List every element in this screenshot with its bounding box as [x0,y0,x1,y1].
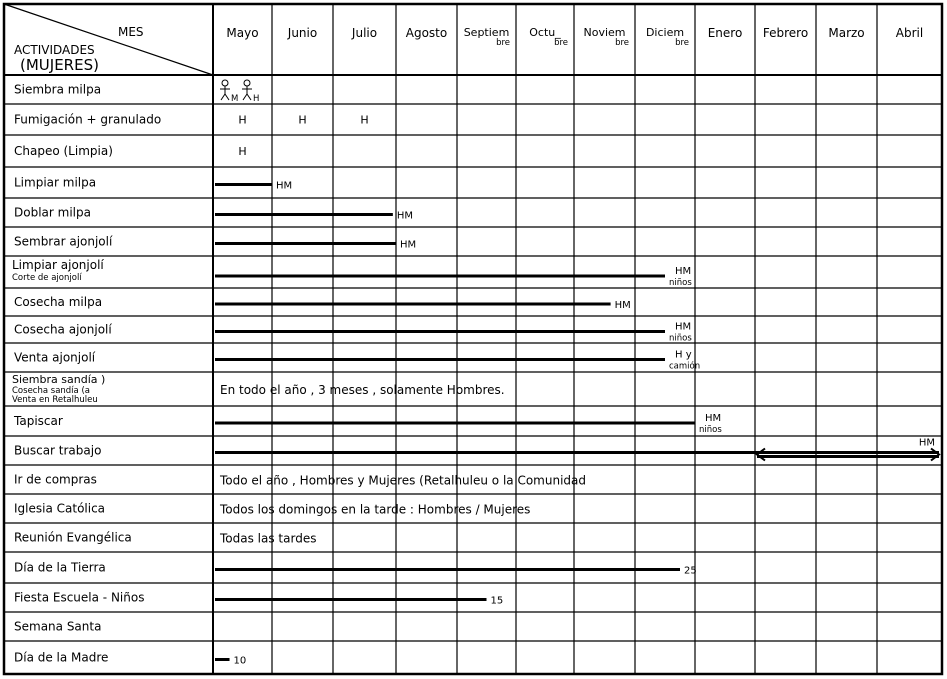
activity-row [14,295,631,311]
month-header: Septiem [463,26,510,39]
activity-label: Iglesia Católica [14,501,106,516]
activity-label: Reunión Evangélica [14,530,132,545]
activity-label: Limpiar ajonjolí [12,258,104,272]
activity-row [14,531,316,546]
mes-label: MES [118,25,144,39]
person-icon-label: M [231,94,239,104]
bar-label: HM [396,210,414,222]
activity-label: Siembra milpa [14,82,102,97]
activity-row [14,235,416,251]
bar-sublabel: niños [669,278,692,288]
person-icon [220,80,238,104]
activity-sublabel: Corte de ajonjolí [12,273,82,283]
person-icon [242,80,259,104]
activity-row [14,113,369,127]
activity-row [14,176,292,192]
bar-label: HM [614,300,631,311]
bar-label: H y [675,349,692,361]
calendar-grid [4,4,942,674]
activity-label: Venta ajonjolí [14,350,96,365]
month-header: Julio [351,26,378,40]
activity-label: Buscar trabajo [14,443,102,458]
activity-rows [12,80,939,667]
activity-row [14,322,692,344]
month-header-suffix: bre [675,38,689,48]
activity-row [14,144,247,158]
month-header: Mayo [226,26,259,40]
person-icon-label: H [253,94,260,104]
activity-note: En todo el año , 3 meses , solamente Hombres. [220,383,505,397]
activity-sublabel: Venta en Retalhuleu [12,395,98,405]
bar-sublabel: niños [669,333,692,344]
activity-row [14,80,259,104]
bar-label: 25 [684,565,697,577]
activity-label: Limpiar milpa [14,175,97,190]
activity-row [14,561,697,577]
month-header: Marzo [828,26,865,40]
cell-mark: H [238,113,247,127]
activity-label: Doblar milpa [14,205,91,220]
bar-label: HM [675,266,692,277]
activity-note: Todos los domingos en la tarde : Hombres / Mujeres [220,502,531,517]
activity-label: Cosecha ajonjolí [14,322,112,337]
activity-row [12,258,692,288]
person-head [244,80,250,86]
month-header: Enero [707,26,743,40]
activity-label: Ir de compras [14,472,97,487]
activity-label: Siembra sandía ) [12,373,106,386]
month-header: Abril [895,26,924,40]
month-header: Noviem [583,26,626,39]
person-leg [221,94,225,100]
arrow-right-icon [931,449,939,461]
bar-label: 15 [490,595,504,607]
activity-row [14,651,246,667]
activity-note: Todo el año , Hombres y Mujeres (Retalhuleu o la Comunidad [220,473,586,488]
activity-row [14,473,586,488]
person-leg [243,94,247,100]
month-header: Octu_ [529,26,561,39]
actividades-label: ACTIVIDADES [14,43,95,57]
bar-label: HM [918,437,935,449]
activity-row [14,350,700,372]
cell-mark: H [298,113,307,127]
activity-row [14,620,101,634]
bar-label: HM [400,239,417,251]
group-label: (MUJERES) [20,56,99,74]
activity-row [12,373,505,405]
month-header-row [226,26,923,48]
month-header-suffix: bre [615,38,629,48]
bar-label: HM [705,413,722,424]
activity-sublabel: Cosecha sandía (a [12,386,90,396]
activity-label: Fumigación + granulado [14,112,162,127]
cell-mark: H [360,113,369,127]
activity-label: Fiesta Escuela - Niños [14,590,145,605]
person-leg [225,94,229,100]
arrow-left-icon [757,449,765,461]
bar-sublabel: niños [699,425,722,435]
activity-row [14,502,530,517]
activity-row [14,591,503,607]
activity-row [14,438,939,461]
activity-label: Chapeo (Limpia) [14,144,113,158]
month-header: Diciem [645,26,685,39]
bar-label: HM [276,180,293,192]
person-head [222,80,228,86]
month-header: Agosto [405,26,448,40]
activity-label: Cosecha milpa [14,295,103,309]
activity-label: Sembrar ajonjolí [14,234,113,249]
activity-label: Día de la Madre [14,650,109,665]
month-header: Febrero [762,26,809,40]
activity-row [13,413,722,435]
person-leg [247,94,251,100]
bar-sublabel: camión [669,361,701,372]
bar-label: 10 [233,655,247,667]
header-corner [14,25,144,74]
activity-label: Tapiscar [14,414,63,428]
month-header-suffix: bre [554,38,568,48]
activity-note: Todas las tardes [220,531,317,546]
cell-mark: H [238,145,247,158]
month-header-suffix: bre [496,38,510,48]
bar-label: HM [675,321,692,333]
activity-label: Día de la Tierra [14,560,106,575]
activity-label: Semana Santa [14,619,102,634]
month-header: Junio [287,26,318,40]
